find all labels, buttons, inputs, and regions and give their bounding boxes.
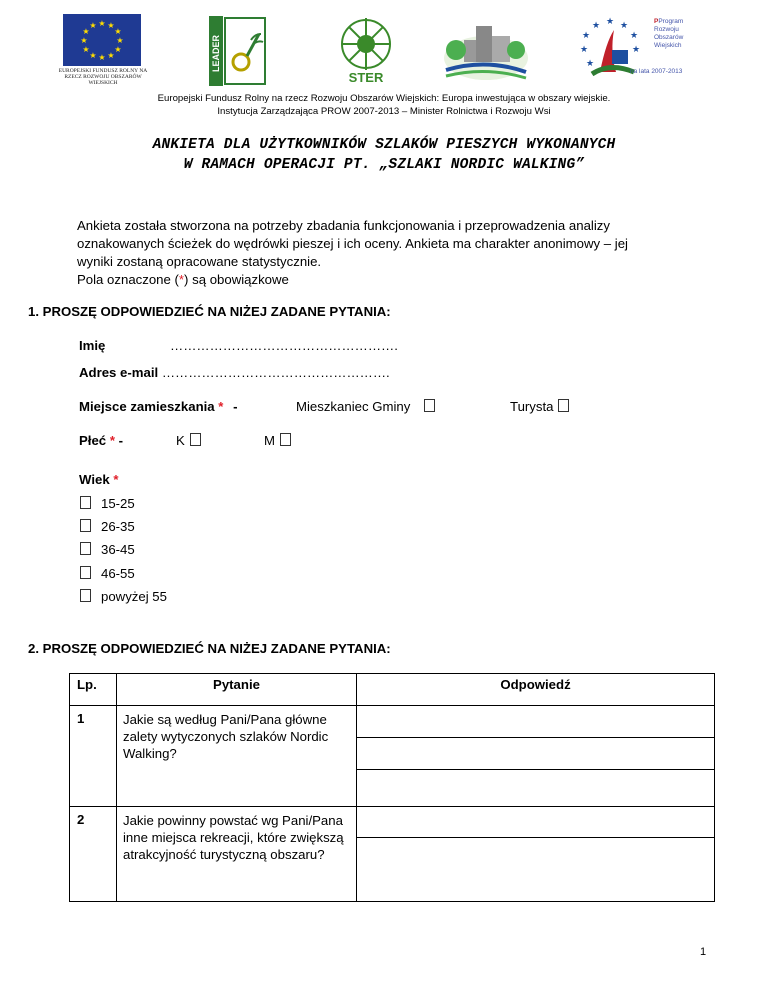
age-option-5[interactable]	[80, 589, 167, 604]
svg-text:★: ★	[114, 27, 122, 36]
age-option-label: 36-45	[101, 542, 135, 557]
email-row	[79, 365, 390, 380]
prow-line-1: Program	[658, 18, 684, 25]
age-checkbox[interactable]	[80, 542, 91, 555]
required-star: *	[178, 272, 185, 287]
sex-option-k-label: K	[176, 433, 185, 448]
col-lp-header: Lp.	[70, 674, 117, 706]
prow-title: PProgram Rozwoju Obszarów Wiejskich	[654, 18, 684, 49]
row-lp: 1	[70, 706, 117, 807]
name-field[interactable]: …………………………………………….	[170, 338, 398, 353]
svg-text:★: ★	[80, 36, 88, 45]
survey-title-line-2: W RAMACH OPERACJI PT. „SZLAKI NORDIC WALKING”	[183, 157, 585, 173]
svg-text:★: ★	[619, 21, 629, 31]
svg-text:★: ★	[82, 45, 90, 54]
residence-label: Miejsce zamieszkania	[79, 399, 215, 414]
answer-line[interactable]	[357, 838, 714, 898]
age-label: Wiek	[79, 472, 110, 487]
sex-required-star: *	[109, 433, 115, 448]
prow-line-3: Obszarów	[654, 34, 684, 41]
age-option-4[interactable]	[80, 566, 135, 581]
section-2-heading: 2. PROSZĘ ODPOWIEDZIEĆ NA NIŻEJ ZADANE PYTANIA:	[28, 641, 391, 656]
residence-option-gmina[interactable]	[296, 399, 435, 414]
svg-text:★: ★	[585, 59, 595, 69]
sex-option-m-label: M	[264, 433, 275, 448]
svg-text:★: ★	[116, 36, 124, 45]
required-note: Pola oznaczone (*) są obowiązkowe	[77, 272, 289, 287]
leader-logo	[207, 16, 267, 86]
age-option-2[interactable]	[80, 519, 135, 534]
row-lp: 2	[70, 807, 117, 902]
answer-line[interactable]	[357, 738, 714, 770]
sex-m-checkbox[interactable]	[280, 433, 291, 446]
intro-paragraph	[77, 217, 717, 289]
residence-option-turysta[interactable]	[510, 399, 569, 414]
age-option-label: 26-35	[101, 519, 135, 534]
age-label-row	[79, 472, 118, 487]
row-question: Jakie są według Pani/Pana główne zalety wytyczonych szlaków Nordic Walking?	[117, 706, 357, 807]
svg-text:★: ★	[631, 45, 641, 55]
ster-logo	[330, 14, 402, 88]
table-header-row	[70, 674, 715, 706]
questions-table	[69, 673, 715, 902]
survey-title-line-1: ANKIETA DLA UŻYTKOWNIKÓW SZLAKÓW PIESZYCH WYKONANYCH	[152, 137, 616, 153]
eu-caption: EUROPEJSKI FUNDUSZ ROLNY NA RZECZ ROZWOJU OBSZARÓW WIEJSKICH	[58, 68, 148, 86]
age-option-1[interactable]	[80, 496, 135, 511]
sex-option-m[interactable]	[264, 433, 291, 448]
svg-text:★: ★	[107, 51, 115, 60]
residence-option-gmina-label: Mieszkaniec Gminy	[296, 399, 411, 414]
intro-line-1: Ankieta została stworzona na potrzeby zbadania funkcjonowania i przeprowadzenia analizy	[77, 218, 610, 233]
residence-dash: -	[233, 399, 238, 414]
ster-text: STER	[348, 70, 384, 85]
residence-label-row	[79, 399, 238, 414]
age-checkbox[interactable]	[80, 589, 91, 602]
svg-text:★: ★	[581, 31, 591, 41]
prow-line-4: Wiejskich	[654, 42, 682, 49]
answer-line[interactable]	[357, 807, 714, 838]
sex-label: Płeć	[79, 433, 107, 448]
eu-stars-icon	[63, 14, 141, 66]
sex-label-row	[79, 433, 123, 448]
answer-cell[interactable]	[357, 706, 715, 807]
svg-text:★: ★	[107, 21, 115, 30]
section-1-heading: 1. PROSZĘ ODPOWIEDZIEĆ NA NIŻEJ ZADANE PYTANIA:	[28, 304, 391, 319]
name-label: Imię	[79, 338, 106, 353]
col-question-header: Pytanie	[117, 674, 357, 706]
castle-logo	[442, 20, 530, 82]
intro-line-3: wyniki zostaną opracowane statystycznie.	[77, 254, 322, 269]
leader-text: LEADER	[211, 34, 221, 72]
answer-cell[interactable]	[357, 807, 715, 902]
age-checkbox[interactable]	[80, 519, 91, 532]
age-option-3[interactable]	[80, 542, 135, 557]
residence-turysta-checkbox[interactable]	[558, 399, 569, 412]
sex-k-checkbox[interactable]	[190, 433, 201, 446]
sex-dash: -	[118, 433, 124, 448]
age-checkbox[interactable]	[80, 566, 91, 579]
col-answer-header: Odpowiedź	[357, 674, 715, 706]
email-field[interactable]: …………………………………………….	[161, 365, 390, 380]
header-line-2: Instytucja Zarządzająca PROW 2007-2013 – Minister Rolnictwa i Rozwoju Wsi	[217, 106, 551, 117]
prow-logo	[570, 12, 710, 82]
svg-text:★: ★	[579, 45, 589, 55]
svg-text:★: ★	[605, 17, 615, 27]
eu-flag-logo	[63, 14, 141, 66]
svg-text:★: ★	[89, 21, 97, 30]
prow-years: na lata 2007-2013	[630, 68, 683, 75]
svg-text:★: ★	[82, 27, 90, 36]
answer-line[interactable]	[357, 706, 714, 738]
table-row	[70, 807, 715, 902]
svg-text:★: ★	[98, 19, 106, 28]
intro-line-2: oznakowanych ścieżek do wędrówki pieszej i ich oceny. Ankieta ma charakter anonimowy – jej	[77, 236, 628, 251]
table-row	[70, 706, 715, 807]
age-option-label: 46-55	[101, 566, 135, 581]
age-option-label: 15-25	[101, 496, 135, 511]
row-question: Jakie powinny powstać wg Pani/Pana inne miejsca rekreacji, które zwiększą atrakcyjność turystyczną obszaru?	[117, 807, 357, 902]
email-label: Adres e-mail	[79, 365, 159, 380]
svg-text:★: ★	[98, 53, 106, 62]
age-checkbox[interactable]	[80, 496, 91, 509]
svg-text:★: ★	[89, 51, 97, 60]
prow-line-2: Rozwoju	[654, 26, 679, 33]
svg-text:★: ★	[629, 31, 639, 41]
sex-option-k[interactable]	[176, 433, 201, 448]
residence-gmina-checkbox[interactable]	[424, 399, 435, 412]
residence-option-turysta-label: Turysta	[510, 399, 554, 414]
answer-line[interactable]	[357, 770, 714, 801]
residence-required-star: *	[218, 399, 224, 414]
age-required-star: *	[113, 472, 119, 487]
age-option-label: powyżej 55	[101, 589, 167, 604]
page-number: 1	[700, 946, 707, 958]
header-line-1: Europejski Fundusz Rolny na rzecz Rozwoju Obszarów Wiejskich: Europa inwestująca w obszary wiejskie.	[157, 93, 611, 104]
svg-text:★: ★	[591, 21, 601, 31]
svg-text:★: ★	[114, 45, 122, 54]
